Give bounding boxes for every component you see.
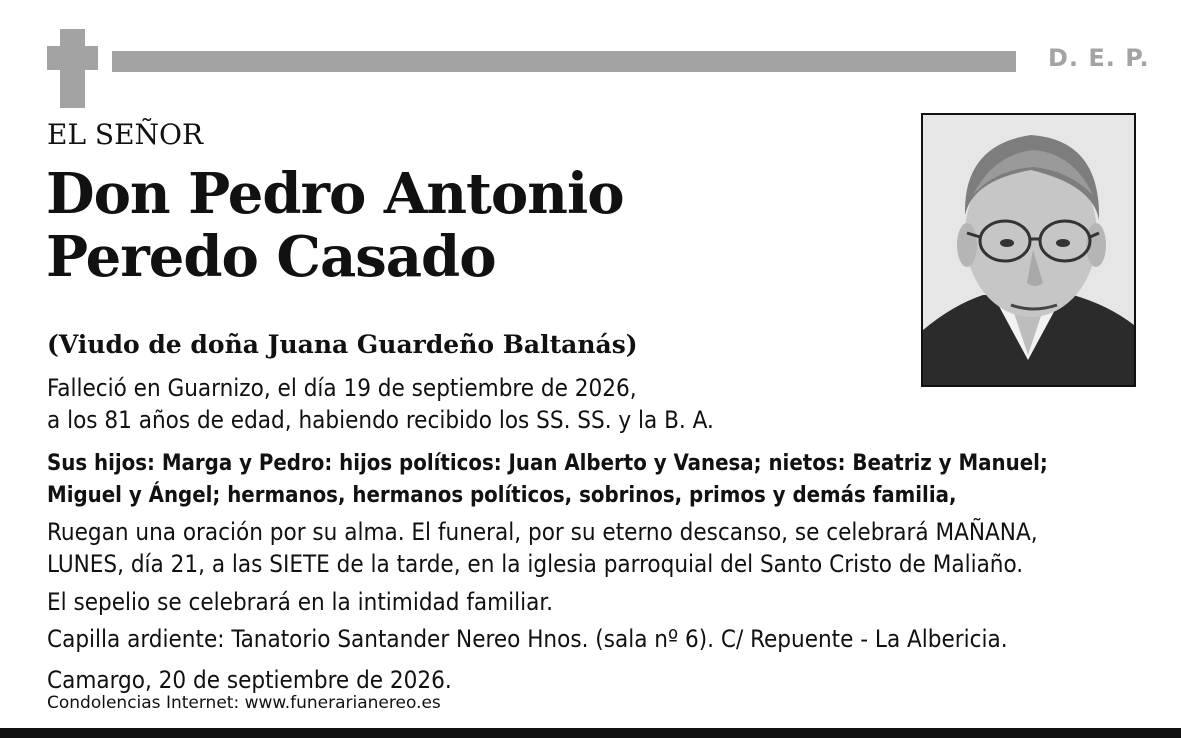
family-list [47,448,1048,512]
chapel-info: Capilla ardiente: Tanatorio Santander Nereo Hnos. (sala nº 6). C/ Repuente - La Albericia. [47,625,1008,653]
footer-rule [0,728,1181,738]
family-line-1: Sus hijos: Marga y Pedro: hijos políticos: Juan Alberto y Vanesa; nietos: Beatriz y Manuel; [47,451,1048,476]
title-prefix: EL SEÑOR [47,118,204,151]
funeral-line-1: Ruegan una oración por su alma. El funeral, por su eterno descanso, se celebrará MAÑANA, [47,518,1038,546]
burial-info: El sepelio se celebrará en la intimidad familiar. [47,588,553,616]
condolences-info: Condolencias Internet: www.funerarianereo.es [47,693,441,713]
widow-note: (Viudo de doña Juana Guardeño Baltanás) [47,330,638,359]
death-info [47,372,714,436]
dep-label: D. E. P. [1048,44,1150,72]
death-line-1: Falleció en Guarnizo, el día 19 de septiembre de 2026, [47,374,637,402]
name-line-1: Don Pedro Antonio [46,161,624,227]
family-line-2: Miguel y Ángel; hermanos, hermanos políticos, sobrinos, primos y demás familia, [47,483,957,508]
place-date: Camargo, 20 de septiembre de 2026. [47,666,452,694]
name-line-2: Peredo Casado [46,224,496,290]
funeral-line-2: LUNES, día 21, a las SIETE de la tarde, en la iglesia parroquial del Santo Cristo de Maliaño. [47,550,1024,578]
header-rule [112,51,1016,72]
funeral-info [47,516,1038,580]
cross-horizontal-bar [47,46,98,70]
deceased-name [46,163,624,289]
death-line-2: a los 81 años de edad, habiendo recibido los SS. SS. y la B. A. [47,406,714,434]
deceased-photo [921,113,1136,387]
